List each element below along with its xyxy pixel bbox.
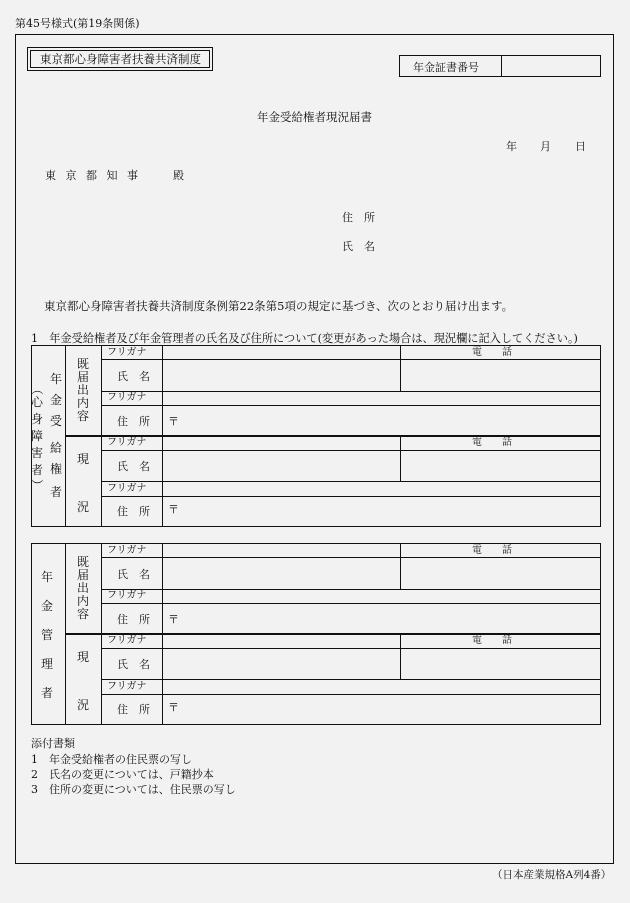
prior-label-char: 届 xyxy=(76,568,89,582)
date-day: 日 xyxy=(575,140,586,153)
attachment-item: 2 氏名の変更については、戸籍抄本 xyxy=(31,768,214,781)
administrator-label-char: 金 xyxy=(40,599,53,613)
current-phone-field[interactable] xyxy=(401,649,600,679)
prior-name-field[interactable] xyxy=(163,558,399,589)
prior-label-char: 出 xyxy=(76,581,89,595)
prior-label-char: 容 xyxy=(76,409,89,423)
recipient-label-char: 受 xyxy=(49,414,62,428)
current-furigana-field[interactable] xyxy=(163,437,399,450)
recipient-label-char: 権 xyxy=(49,462,62,476)
prior-label-char: 既 xyxy=(76,555,89,569)
prior-address-furigana-field[interactable] xyxy=(163,392,600,405)
attachments-heading: 添付書類 xyxy=(31,737,75,750)
phone-label: 電 話 xyxy=(472,347,512,358)
document-title: 年金受給権者現況届書 xyxy=(257,110,372,124)
system-name-box xyxy=(27,47,213,71)
current-address-furigana-field[interactable] xyxy=(163,680,600,694)
recipient-sub-char: ） xyxy=(30,478,44,491)
current-label-char: 況 xyxy=(76,500,89,514)
current-label-char: 現 xyxy=(76,650,89,664)
current-label-char: 現 xyxy=(76,452,89,466)
section1-heading: 1 年金受給権者及び年金管理者の氏名及び住所について(変更があった場合は、現況欄に記入してください。) xyxy=(31,332,578,345)
prior-label-char: 既 xyxy=(76,357,89,371)
date-year: 年 xyxy=(506,140,517,153)
address-label: 住 所 xyxy=(117,703,150,716)
furigana-label: フリガナ xyxy=(107,681,147,692)
recipient-sub-char: 者 xyxy=(30,463,43,477)
certificate-number-field[interactable] xyxy=(502,56,600,76)
furigana-label: フリガナ xyxy=(107,437,147,448)
recipient-sub-char: （ xyxy=(30,382,44,395)
prior-address-field[interactable] xyxy=(180,406,600,435)
submitter-name-label: 氏 名 xyxy=(342,240,375,253)
administrator-label-char: 年 xyxy=(40,570,53,584)
addressee-honorific: 殿 xyxy=(173,169,184,182)
prior-name-field[interactable] xyxy=(163,360,399,391)
addressee: 東 京 都 知 事 xyxy=(45,169,141,182)
prior-phone-field[interactable] xyxy=(401,558,600,589)
address-label: 住 所 xyxy=(117,613,150,626)
footer-note: （日本産業規格A列4番） xyxy=(492,869,612,881)
recipient-label-char: 金 xyxy=(49,393,62,407)
current-name-field[interactable] xyxy=(163,649,399,679)
prior-label-char: 内 xyxy=(76,396,89,410)
furigana-label: フリガナ xyxy=(107,392,147,403)
current-address-furigana-field[interactable] xyxy=(163,482,600,496)
name-label: 氏 名 xyxy=(117,658,150,671)
address-label: 住 所 xyxy=(117,505,150,518)
current-name-field[interactable] xyxy=(163,451,399,481)
administrator-label-char: 管 xyxy=(40,628,53,642)
certificate-number-box xyxy=(399,55,601,77)
postal-mark: 〒 xyxy=(168,503,179,516)
name-label: 氏 名 xyxy=(117,370,150,383)
name-label: 氏 名 xyxy=(117,460,150,473)
current-address-field[interactable] xyxy=(180,695,600,724)
furigana-label: フリガナ xyxy=(107,483,147,494)
current-address-field[interactable] xyxy=(180,497,600,526)
phone-label: 電 話 xyxy=(472,545,512,556)
date-month: 月 xyxy=(540,140,551,153)
recipient-label-char: 者 xyxy=(49,485,62,499)
prior-address-furigana-field[interactable] xyxy=(163,590,600,603)
recipient-sub-char: 害 xyxy=(30,446,43,460)
pension-recipient-table xyxy=(31,345,601,527)
recipient-sub-char: 心 xyxy=(30,395,43,409)
current-furigana-field[interactable] xyxy=(163,635,399,648)
furigana-label: フリガナ xyxy=(107,590,147,601)
prior-furigana-field[interactable] xyxy=(163,346,399,359)
prior-label-char: 届 xyxy=(76,370,89,384)
attachment-item: 3 住所の変更については、住民票の写し xyxy=(31,783,236,796)
recipient-sub-char: 障 xyxy=(30,429,43,443)
phone-label: 電 話 xyxy=(472,635,512,646)
attachment-item: 1 年金受給権者の住民票の写し xyxy=(31,753,192,766)
administrator-label-char: 理 xyxy=(40,657,53,671)
postal-mark: 〒 xyxy=(168,415,179,428)
administrator-label-char: 者 xyxy=(40,686,53,700)
statement: 東京都心身障害者扶養共済制度条例第22条第5項の規定に基づき、次のとおり届け出ます。 xyxy=(44,299,514,313)
recipient-label-char: 年 xyxy=(49,372,62,386)
prior-address-field[interactable] xyxy=(180,604,600,633)
current-phone-field[interactable] xyxy=(401,451,600,481)
submitter-address-label: 住 所 xyxy=(342,211,375,224)
pension-administrator-table xyxy=(31,543,601,725)
name-label: 氏 名 xyxy=(117,568,150,581)
postal-mark: 〒 xyxy=(168,613,179,626)
form-number: 第45号様式(第19条関係) xyxy=(15,17,140,30)
furigana-label: フリガナ xyxy=(107,545,147,556)
system-name: 東京都心身障害者扶養共済制度 xyxy=(40,52,201,66)
prior-furigana-field[interactable] xyxy=(163,544,399,557)
phone-label: 電 話 xyxy=(472,437,512,448)
furigana-label: フリガナ xyxy=(107,347,147,358)
postal-mark: 〒 xyxy=(168,701,179,714)
current-label-char: 況 xyxy=(76,698,89,712)
recipient-sub-char: 身 xyxy=(30,412,43,426)
prior-label-char: 出 xyxy=(76,383,89,397)
prior-label-char: 容 xyxy=(76,607,89,621)
furigana-label: フリガナ xyxy=(107,635,147,646)
prior-phone-field[interactable] xyxy=(401,360,600,391)
prior-label-char: 内 xyxy=(76,594,89,608)
recipient-label-char: 給 xyxy=(49,441,62,455)
certificate-number-label: 年金証書番号 xyxy=(413,61,479,74)
address-label: 住 所 xyxy=(117,415,150,428)
